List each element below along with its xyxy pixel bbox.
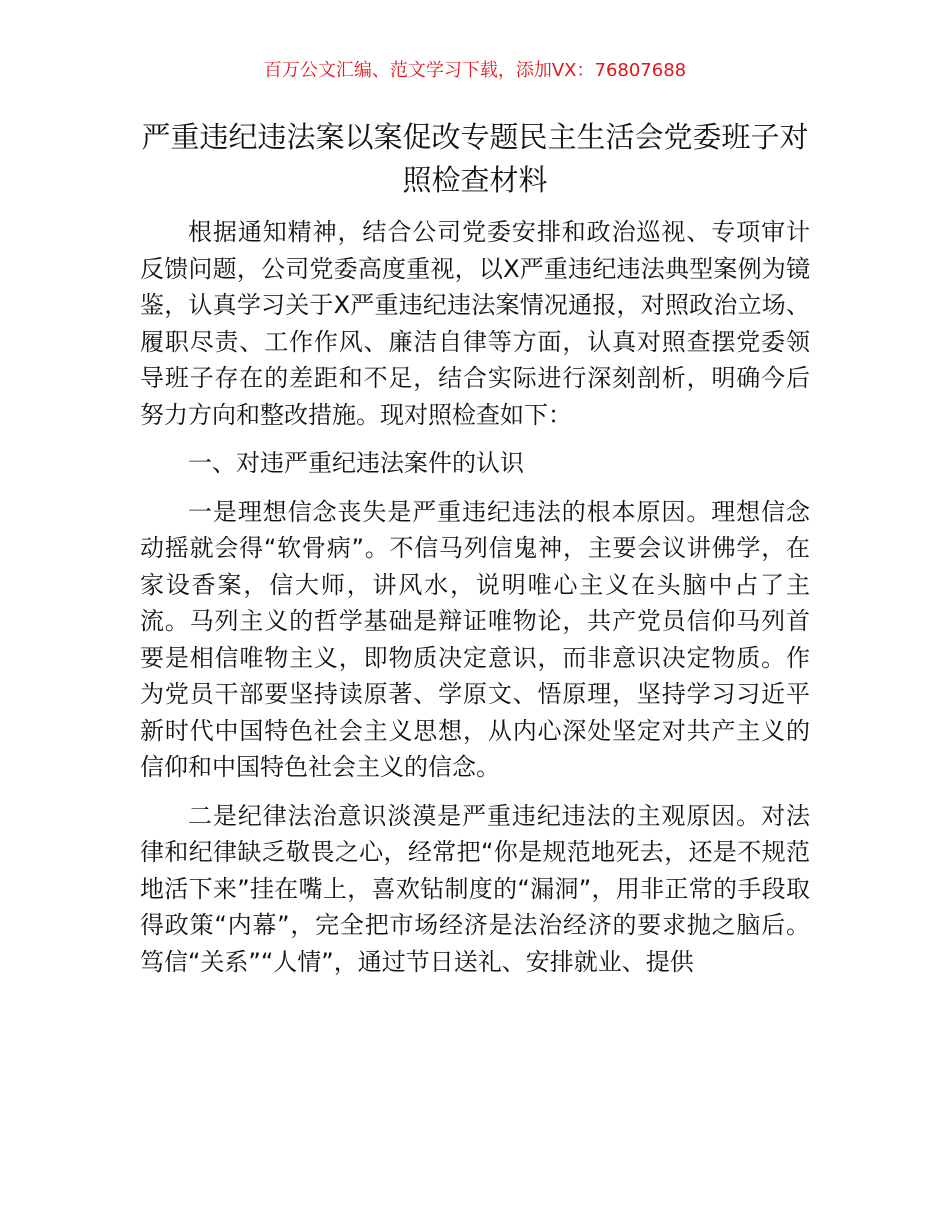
paragraph-point-2: 二是纪律法治意识淡漠是严重违纪违法的主观原因。对法律和纪律缺乏敬畏之心，经常把“你是规范地死去，还是不规范地活下来”挂在嘴上，喜欢钻制度的“漏洞”，用非正常的手段取得政策“内幕”，完全把市场经济是法治经济的要求抛之脑后。笃信“关系”“人情”，通过节日送礼、安排就业、提供	[140, 801, 810, 976]
paragraph-intro: 根据通知精神，结合公司党委安排和政治巡视、专项审计反馈问题，公司党委高度重视，以X严重违纪违法典型案例为镜鉴，认真学习关于X严重违纪违法案情况通报，对照政治立场、履职尽责、工作作风、廉洁自律等方面，认真对照查摆党委领导班子存在的差距和不足，结合实际进行深刻剖析，明确今后努力方向和整改措施。现对照检查如下：	[140, 218, 810, 429]
paragraph-point-1: 一是理想信念丧失是严重违纪违法的根本原因。理想信念动摇就会得“软骨病”。不信马列信鬼神，主要会议讲佛学，在家设香案，信大师，讲风水，说明唯心主义在头脑中占了主流。马列主义的哲学基础是辩证唯物论，共产党员信仰马列首要是相信唯物主义，即物质决定意识，而非意识决定物质。作为党员干部要坚持读原著、学原文、悟原理，坚持学习习近平新时代中国特色社会主义思想，从内心深处坚定对共产主义的信仰和中国特色社会主义的信念。	[140, 497, 810, 781]
document-title: 严重违纪违法案以案促改专题民主生活会党委班子对照检查材料	[141, 120, 809, 197]
section-heading-1: 一、对违严重纪违法案件的认识	[188, 449, 524, 477]
document-body	[140, 214, 810, 980]
header-note: 百万公文汇编、范文学习下载，添加VX：76807688	[263, 60, 687, 81]
